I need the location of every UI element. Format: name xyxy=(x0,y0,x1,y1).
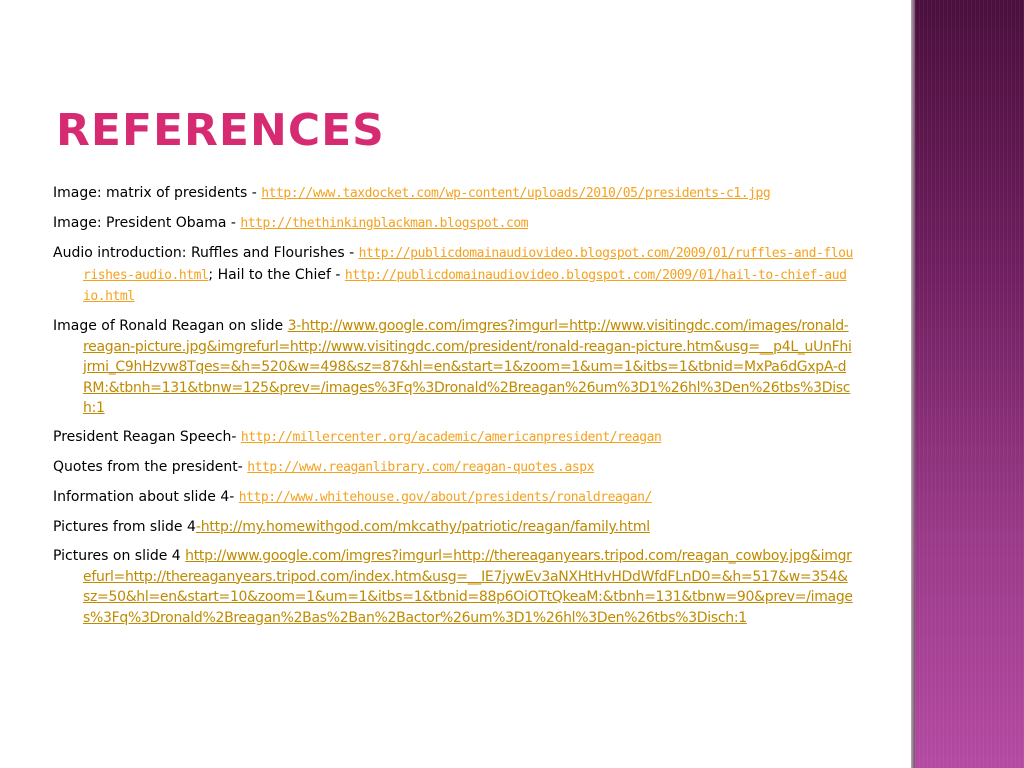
reference-item xyxy=(53,546,853,628)
reference-link[interactable]: http://www.google.com/imgres?imgurl=http://www.visitingdc.com/images/ronald-reagan-picture.jpg&imgrefurl=http://www.visitingdc.com/president/ronald-reagan-picture.htm&usg=__p4L_uUnFhijrmi_C9hHzvw8Tqes=&h=520&w=498&sz=87&hl=en&start=1&zoom=1&um=1&itbs=1&tbnid=MxPa6dGxpA-dRM:&tbnh=131&tbnw=125&prev=/images%3Fq%3Dronald%2Breagan%26um%3D1%26hl%3Den%26tbs%3Disch:1 xyxy=(83,318,852,416)
reference-item xyxy=(53,183,853,205)
slide-title: REFERENCES xyxy=(56,105,385,156)
reference-link[interactable]: http://www.whitehouse.gov/about/presidents/ronaldreagan/ xyxy=(238,490,652,505)
reference-link[interactable]: -http://my.homewithgod.com/mkcathy/patriotic/reagan/family.html xyxy=(195,519,650,535)
reference-item xyxy=(53,243,853,308)
side-band-edge xyxy=(911,0,915,768)
reference-item xyxy=(53,487,853,509)
side-decoration-band xyxy=(911,0,1024,768)
reference-text: Quotes from the president- xyxy=(53,459,248,475)
reference-text: ; Hail to the Chief - xyxy=(208,266,345,283)
reference-item xyxy=(53,213,853,235)
reference-link[interactable]: http://thethinkingblackman.blogspot.com xyxy=(240,216,529,231)
reference-text: Image of Ronald Reagan on slide xyxy=(53,318,288,334)
reference-link[interactable]: http://publicdomainaudiovideo.blogspot.com/2009/01/hail-to-chief-audio.html xyxy=(83,267,847,304)
reference-text: President Reagan Speech- xyxy=(53,429,241,445)
reference-link[interactable]: http://www.reaganlibrary.com/reagan-quotes.aspx xyxy=(247,460,594,475)
reference-text: Pictures on slide 4 xyxy=(53,548,186,564)
reference-link[interactable]: 3- xyxy=(287,318,302,334)
reference-text: Image: matrix of presidents - xyxy=(53,185,262,201)
reference-link[interactable]: http://millercenter.org/academic/americanpresident/reagan xyxy=(240,430,662,445)
reference-link[interactable]: http://www.google.com/imgres?imgurl=http://thereaganyears.tripod.com/reagan_cowboy.jpg&imgrefurl=http://thereaganyears.tripod.com/index.htm&usg=__IE7jywEv3aNXHtHvHDdWfdFLnD0=&h=517&w=354&sz=50&hl=en&start=10&zoom=1&um=1&itbs=1&tbnid=88p6OiOTtQkeaM:&tbnh=131&tbnw=90&prev=/images%3Fq%3Dronald%2Breagan%2Bas%2Ban%2Bactor%26um%3D1%26hl%3Den%26tbs%3Disch:1 xyxy=(83,548,853,626)
reference-link[interactable]: http://www.taxdocket.com/wp-content/uploads/2010/05/presidents-c1.jpg xyxy=(261,186,771,201)
reference-text: Image: President Obama - xyxy=(53,215,241,231)
reference-item xyxy=(53,427,853,449)
reference-text: Audio introduction: Ruffles and Flourishes - xyxy=(53,245,359,261)
reference-link[interactable]: http://publicdomainaudiovideo.blogspot.com/2009/01/ruffles-and-flourishes-audio.html xyxy=(83,246,853,283)
side-band-stripes xyxy=(911,0,1024,768)
reference-text: Pictures from slide 4 xyxy=(53,519,196,535)
reference-list xyxy=(53,183,853,637)
reference-item xyxy=(53,457,853,479)
reference-text: Information about slide 4- xyxy=(53,489,239,505)
reference-item xyxy=(53,517,853,538)
reference-item xyxy=(53,316,853,419)
